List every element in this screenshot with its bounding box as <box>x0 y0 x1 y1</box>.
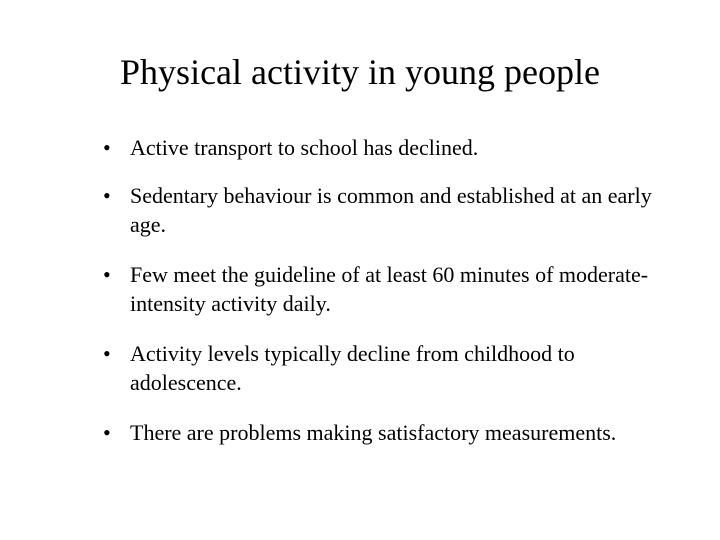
list-item <box>98 181 668 239</box>
bullet-marker: • <box>103 262 111 287</box>
bullet-text: There are problems making satisfactory measurements. <box>130 420 617 445</box>
list-item <box>98 133 668 162</box>
list-item <box>98 260 668 318</box>
bullet-marker: • <box>103 183 111 208</box>
list-item <box>98 339 668 397</box>
bullet-marker: • <box>103 420 111 445</box>
bullet-list <box>98 133 668 468</box>
slide-title: Physical activity in young people <box>120 52 600 92</box>
bullet-text: Sedentary behaviour is common and established at an early age. <box>130 183 652 237</box>
list-item <box>98 418 668 447</box>
bullet-marker: • <box>103 341 111 366</box>
bullet-text: Active transport to school has declined. <box>130 135 479 160</box>
bullet-text: Few meet the guideline of at least 60 minutes of moderate-intensity activity daily. <box>130 262 649 316</box>
bullet-text: Activity levels typically decline from childhood to adolescence. <box>130 341 575 395</box>
bullet-marker: • <box>103 135 111 160</box>
